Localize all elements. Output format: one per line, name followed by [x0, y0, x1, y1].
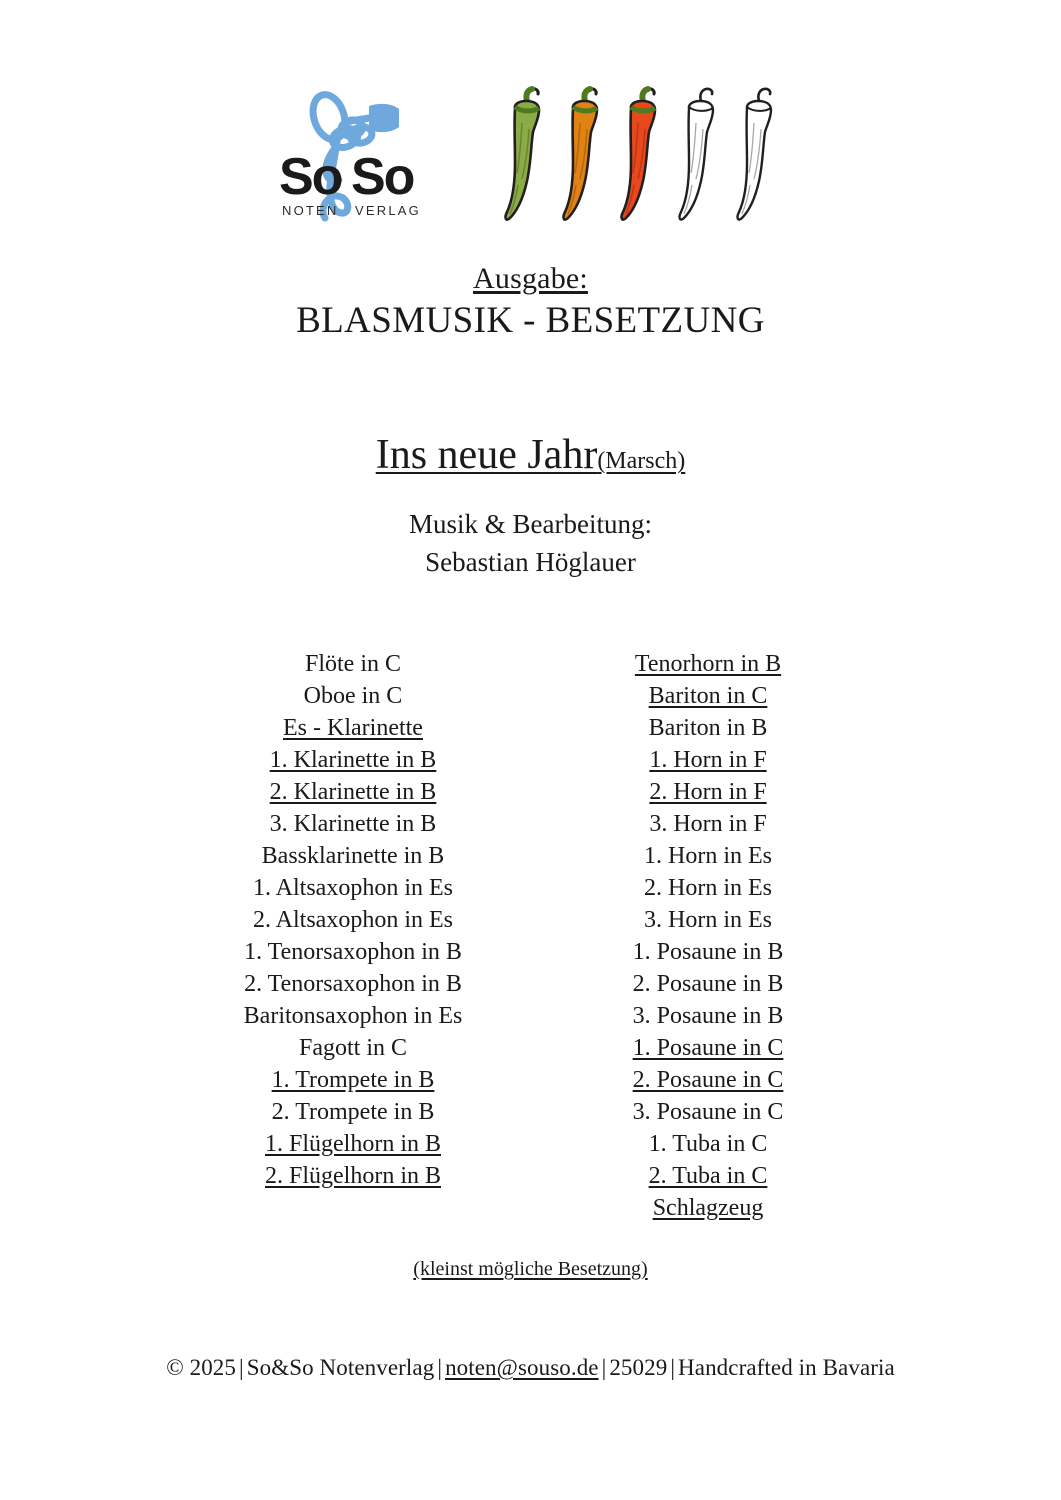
instrument-item — [203, 1160, 503, 1192]
edition-label — [0, 262, 1061, 297]
instrument-label: 2. Trompete in B — [271, 1099, 435, 1125]
instrument-label: 1. Horn in F — [649, 747, 767, 773]
instrument-label: 1. Horn in Es — [644, 843, 772, 869]
instrument-label: 1. Tenorsaxophon in B — [244, 939, 462, 965]
instrument-item — [558, 1192, 858, 1224]
credit-name: Sebastian Höglauer — [425, 547, 636, 578]
instrument-label: 3. Posaune in C — [632, 1099, 784, 1125]
svg-text:VERLAG: VERLAG — [354, 203, 421, 218]
minimum-cast-note — [0, 1258, 1061, 1281]
instrument-item — [203, 968, 503, 1000]
piece-title-main: Ins neue Jahr — [375, 432, 598, 478]
instrument-label: 2. Horn in Es — [644, 875, 772, 901]
instrument-label: 1. Altsaxophon in Es — [252, 875, 453, 901]
chili-icon-2-filled — [559, 85, 615, 230]
minimum-cast-text: (kleinst mögliche Besetzung) — [413, 1258, 648, 1280]
instrument-label: Baritonsaxophon in Es — [243, 1003, 463, 1029]
instrument-item — [203, 712, 503, 744]
instrument-item — [203, 872, 503, 904]
instrument-item — [558, 1032, 858, 1064]
instrument-item — [558, 1128, 858, 1160]
instrument-item — [203, 808, 503, 840]
instrument-label: 1. Klarinette in B — [269, 747, 437, 773]
soso-logo-icon — [273, 82, 423, 232]
instrument-label: Flöte in C — [304, 651, 401, 677]
instrument-item — [558, 1160, 858, 1192]
svg-text:So: So — [350, 148, 413, 206]
instrument-item — [203, 1000, 503, 1032]
instrument-label: 3. Horn in Es — [644, 907, 772, 933]
edition-label-text: Ausgabe: — [473, 262, 588, 295]
chili-icon-1-filled — [501, 85, 557, 230]
instrument-column-right — [558, 648, 858, 1224]
instrument-item — [558, 872, 858, 904]
instrument-item — [558, 840, 858, 872]
instrument-item — [203, 648, 503, 680]
composer-credit — [0, 505, 1061, 582]
instrument-label: 2. Tenorsaxophon in B — [244, 971, 462, 997]
instrument-label: 2. Horn in F — [649, 779, 767, 805]
footer-copyright — [0, 1355, 1061, 1381]
instrument-label: Schlagzeug — [652, 1195, 764, 1221]
instrument-label: 2. Posaune in B — [632, 971, 784, 997]
instrument-item — [558, 744, 858, 776]
instrument-column-left — [203, 648, 503, 1224]
instrument-item — [558, 648, 858, 680]
svg-text:So: So — [278, 148, 341, 206]
instrument-item — [558, 680, 858, 712]
instrument-label: 3. Posaune in B — [632, 1003, 784, 1029]
chili-icon-5-empty — [733, 85, 789, 230]
footer-separator: | — [670, 1355, 676, 1380]
instrument-label: 2. Tuba in C — [648, 1163, 768, 1189]
instrument-label: 3. Klarinette in B — [269, 811, 437, 837]
instrument-label: 2. Flügelhorn in B — [264, 1163, 441, 1189]
instrument-item — [558, 808, 858, 840]
instrument-label: Es - Klarinette — [283, 715, 423, 741]
instrument-item — [203, 1064, 503, 1096]
footer-separator: | — [601, 1355, 607, 1380]
instrument-item — [558, 936, 858, 968]
credit-label: Musik & Bearbeitung: — [409, 509, 652, 539]
instrument-label: 1. Tuba in C — [648, 1131, 768, 1157]
footer-article-number: 25029 — [609, 1355, 668, 1380]
instrument-item — [203, 936, 503, 968]
instrument-item — [203, 1128, 503, 1160]
instrument-label: Fagott in C — [298, 1035, 407, 1061]
instrument-item — [558, 776, 858, 808]
masthead — [0, 82, 1061, 242]
footer-copyright-year: © 2025 — [166, 1355, 237, 1380]
instrument-label: 1. Trompete in B — [271, 1067, 435, 1093]
footer-separator: | — [437, 1355, 443, 1380]
instrument-item — [203, 776, 503, 808]
instrument-item — [203, 904, 503, 936]
chili-icon-4-empty — [675, 85, 731, 230]
footer-tagline: Handcrafted in Bavaria — [678, 1355, 895, 1380]
instrument-item — [558, 968, 858, 1000]
instrument-label: 1. Flügelhorn in B — [264, 1131, 441, 1157]
instrument-label: Bariton in B — [648, 715, 768, 741]
footer-separator: | — [239, 1355, 244, 1380]
instrument-item — [558, 712, 858, 744]
instrument-item — [203, 840, 503, 872]
instrument-label: Tenorhorn in B — [634, 651, 782, 677]
instrument-label: 2. Klarinette in B — [269, 779, 437, 805]
instrument-label: Bassklarinette in B — [261, 843, 445, 869]
publisher-logo — [273, 82, 423, 232]
instrument-item — [203, 680, 503, 712]
footer-email-link[interactable]: noten@souso.de — [445, 1355, 599, 1380]
instrument-label: 3. Horn in F — [649, 811, 767, 837]
instrument-item — [203, 1032, 503, 1064]
svg-text:NOTEN: NOTEN — [281, 203, 338, 218]
chili-icon-3-filled — [617, 85, 673, 230]
footer-publisher: So&So Notenverlag — [246, 1355, 435, 1380]
piece-title-subtitle: (Marsch) — [597, 448, 686, 474]
instrument-item — [558, 904, 858, 936]
instrumentation-list — [0, 648, 1061, 1224]
instrument-label: Bariton in C — [648, 683, 768, 709]
instrument-item — [558, 1000, 858, 1032]
instrument-label: 1. Posaune in C — [632, 1035, 784, 1061]
edition-title: BLASMUSIK - BESETZUNG — [296, 300, 765, 341]
instrument-label: Oboe in C — [303, 683, 403, 709]
instrument-item — [558, 1096, 858, 1128]
instrument-label: 1. Posaune in B — [632, 939, 784, 965]
instrument-label: 2. Altsaxophon in Es — [252, 907, 453, 933]
instrument-item — [203, 744, 503, 776]
difficulty-chili-rating — [501, 82, 789, 230]
piece-title — [0, 432, 1061, 479]
instrument-item — [558, 1064, 858, 1096]
instrument-label: 2. Posaune in C — [632, 1067, 784, 1093]
instrument-item — [203, 1096, 503, 1128]
